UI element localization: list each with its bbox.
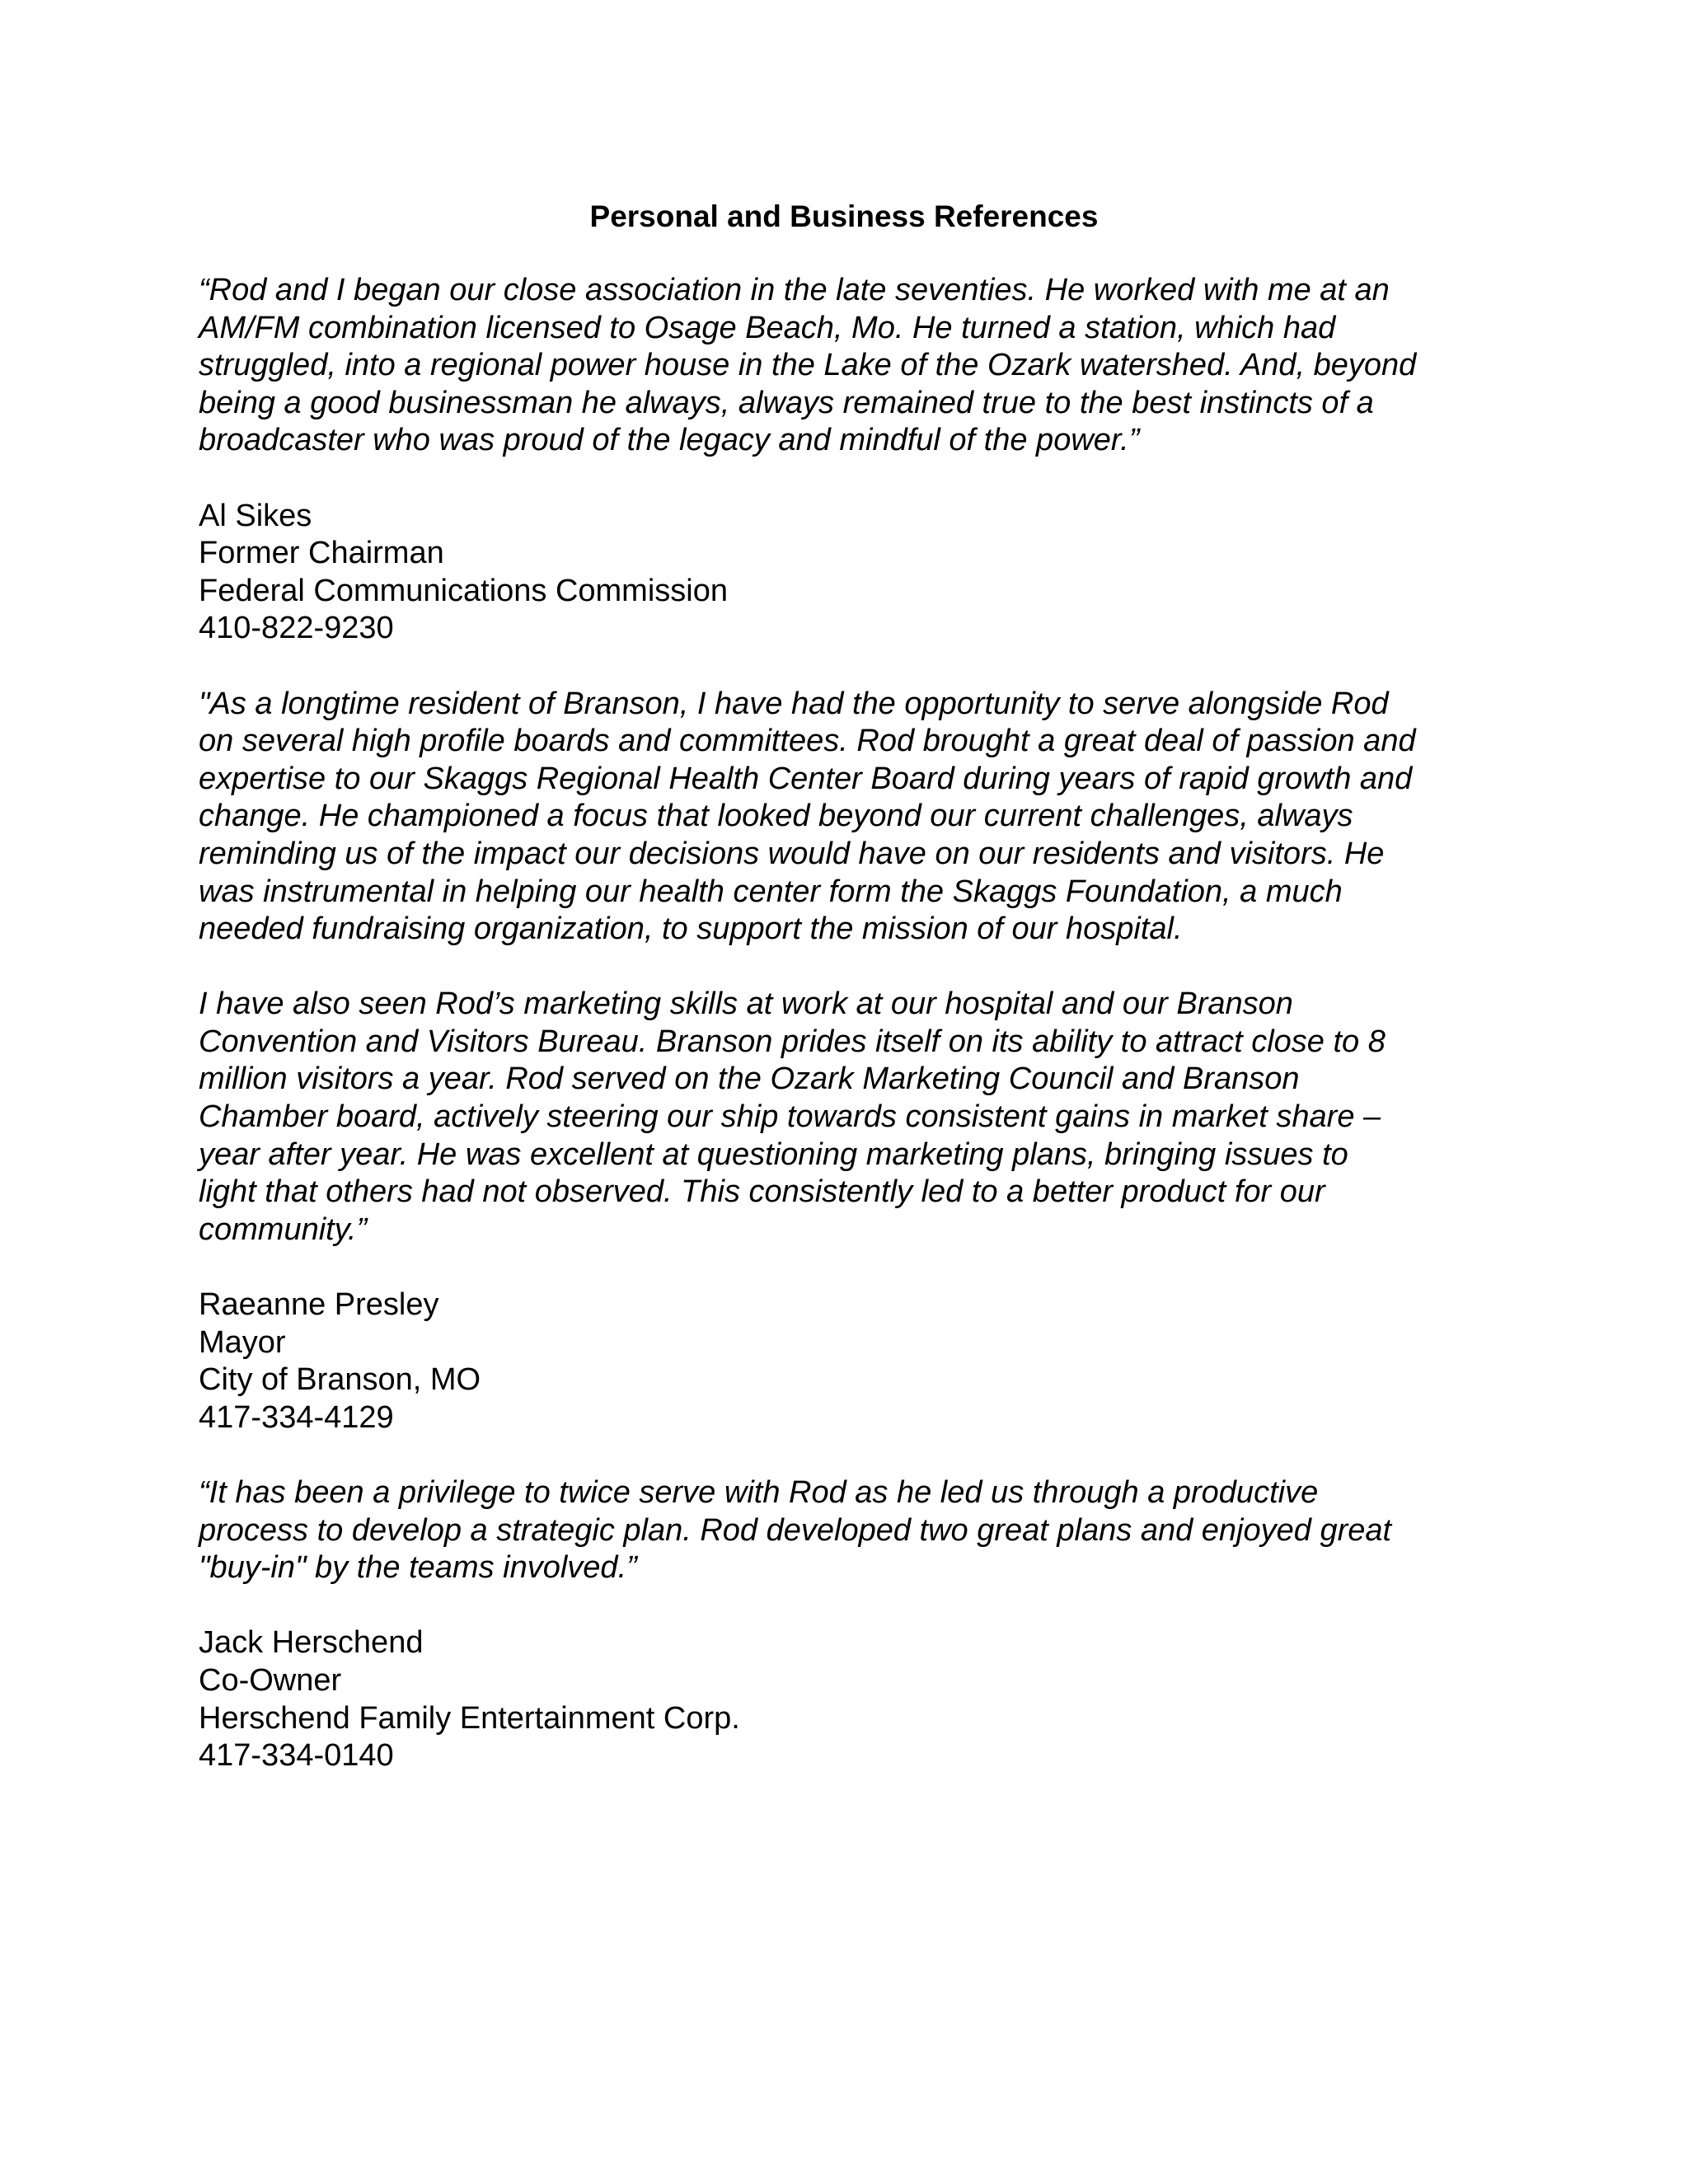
reference-title: Former Chairman bbox=[199, 536, 444, 571]
reference-name: Raeanne Presley bbox=[199, 1287, 439, 1323]
reference-phone: 417-334-4129 bbox=[199, 1399, 394, 1435]
quote-line: was instrumental in helping our health center form the Skaggs Foundation, a much bbox=[199, 874, 1343, 909]
reference-quote bbox=[199, 272, 1501, 460]
quote-line: struggled, into a regional power house in the Lake of the Ozark watershed. And, beyond bbox=[199, 348, 1417, 383]
quote-line: change. He championed a focus that looked beyond our current challenges, always bbox=[199, 799, 1353, 834]
quote-line: “Rod and I began our close association in the late seventies. He worked with me at an bbox=[199, 273, 1390, 307]
quote-line: reminding us of the impact our decisions would have on our residents and visitors. He bbox=[199, 836, 1385, 871]
reference-name: Jack Herschend bbox=[199, 1625, 424, 1661]
quote-line: needed fundraising organization, to support the mission of our hospital. bbox=[199, 912, 1183, 947]
quote-line: community.” bbox=[199, 1212, 368, 1247]
document-body bbox=[199, 272, 1501, 1812]
reference-contact bbox=[199, 1624, 1501, 1774]
reference-organization: City of Branson, MO bbox=[199, 1362, 481, 1398]
quote-line: on several high profile boards and committees. Rod brought a great deal of passion and bbox=[199, 724, 1416, 759]
reference-quote bbox=[199, 686, 1501, 949]
quote-line: light that others had not observed. This consistently led to a better product for our bbox=[199, 1174, 1325, 1210]
reference-contact bbox=[199, 1286, 1501, 1436]
quote-line: expertise to our Skaggs Regional Health Center Board during years of rapid growth and bbox=[199, 761, 1413, 796]
quote-line: year after year. He was excellent at questioning marketing plans, bringing issues to bbox=[199, 1137, 1348, 1172]
reference-quote bbox=[199, 1474, 1501, 1587]
reference-title: Co-Owner bbox=[199, 1662, 342, 1698]
quote-line: I have also seen Rod’s marketing skills at work at our hospital and our Branson bbox=[199, 987, 1293, 1022]
reference-phone: 410-822-9230 bbox=[199, 611, 394, 646]
reference-organization: Federal Communications Commission bbox=[199, 573, 728, 608]
quote-line: "As a longtime resident of Branson, I have had the opportunity to serve alongside Rod bbox=[199, 686, 1389, 721]
quote-line: “It has been a privilege to twice serve with Rod as he led us through a productive bbox=[199, 1475, 1319, 1510]
reference-organization: Herschend Family Entertainment Corp. bbox=[199, 1700, 740, 1736]
reference-title: Mayor bbox=[199, 1324, 286, 1360]
quote-line: Chamber board, actively steering our ship towards consistent gains in market share – bbox=[199, 1099, 1381, 1135]
quote-line: being a good businessman he always, always remained true to the best instincts of a bbox=[199, 385, 1374, 420]
quote-line: "buy-in" by the teams involved.” bbox=[199, 1550, 637, 1586]
quote-line: AM/FM combination licensed to Osage Beach, Mo. He turned a station, which had bbox=[199, 310, 1336, 345]
reference-contact bbox=[199, 498, 1501, 648]
quote-line: broadcaster who was proud of the legacy and mindful of the power.” bbox=[199, 423, 1140, 458]
quote-line: Convention and Visitors Bureau. Branson prides itself on its ability to attract close to 8 bbox=[199, 1024, 1386, 1059]
reference-quote-continued bbox=[199, 986, 1501, 1249]
quote-line: process to develop a strategic plan. Rod developed two great plans and enjoyed great bbox=[199, 1512, 1392, 1548]
page-title: Personal and Business References bbox=[589, 199, 1099, 233]
quote-line: million visitors a year. Rod served on the Ozark Marketing Council and Branson bbox=[199, 1062, 1300, 1097]
reference-phone: 417-334-0140 bbox=[199, 1738, 394, 1774]
reference-name: Al Sikes bbox=[199, 498, 312, 533]
